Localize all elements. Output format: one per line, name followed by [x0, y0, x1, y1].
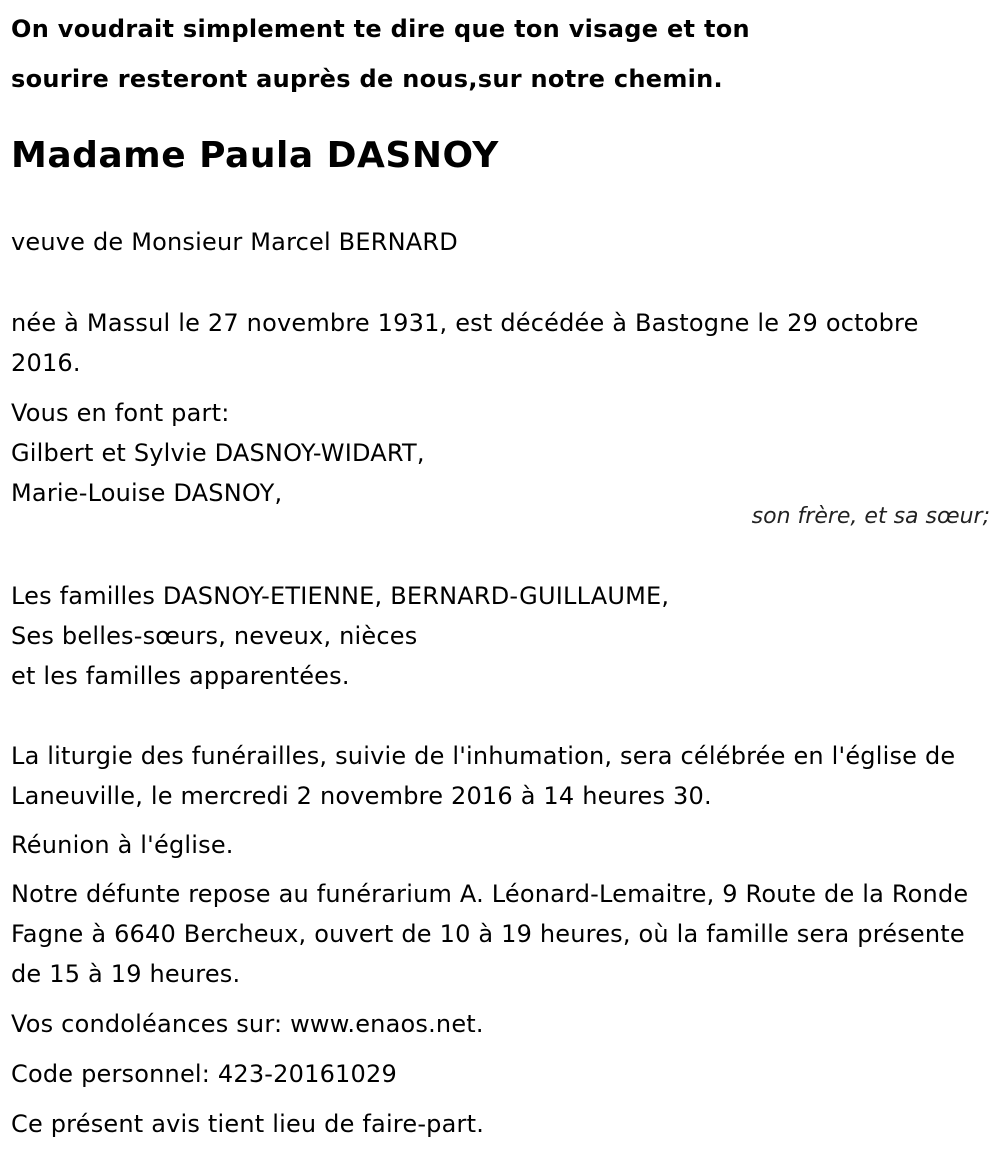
- families-line: Les familles DASNOY-ETIENNE, BERNARD-GUILLAUME,: [11, 582, 670, 610]
- birth-death-text: née à Massul le 27 novembre 1931, est décédée à Bastogne le 29 octobre 2016.: [11, 309, 919, 377]
- family-relation: son frère, et sa sœur;: [751, 504, 990, 529]
- notice-text: Ce présent avis tient lieu de faire-part.: [11, 1110, 485, 1138]
- in-laws-line: Ses belles-sœurs, neveux, nièces: [11, 622, 418, 650]
- family-intro: Vous en font part:: [11, 399, 230, 427]
- related-families-line: et les familles apparentées.: [11, 662, 350, 690]
- spouse-line: veuve de Monsieur Marcel BERNARD: [11, 228, 458, 256]
- repose-text: Notre défunte repose au funérarium A. Léonard-Lemaitre, 9 Route de la Ronde Fagne à 6640 Bercheux, ouvert de 10 à 19 heures, où la famille sera présente de 15 à 19 heures.: [11, 880, 969, 988]
- family-member-2: Marie-Louise DASNOY,: [11, 479, 283, 507]
- epitaph-line-1: On voudrait simplement te dire que ton visage et ton: [11, 15, 750, 43]
- epitaph-line-2: sourire resteront auprès de nous,sur notre chemin.: [11, 65, 723, 93]
- personal-code: Code personnel: 423-20161029: [11, 1060, 397, 1088]
- meeting-text: Réunion à l'église.: [11, 831, 234, 859]
- epitaph: [11, 4, 971, 104]
- liturgy-text: La liturgie des funérailles, suivie de l'inhumation, sera célébrée en l'église de Laneuville, le mercredi 2 novembre 2016 à 14 heures 30.: [11, 742, 956, 810]
- family-member-1: Gilbert et Sylvie DASNOY-WIDART,: [11, 439, 425, 467]
- deceased-name: Madame Paula DASNOY: [11, 135, 499, 176]
- condolences-text: Vos condoléances sur: www.enaos.net.: [11, 1010, 484, 1038]
